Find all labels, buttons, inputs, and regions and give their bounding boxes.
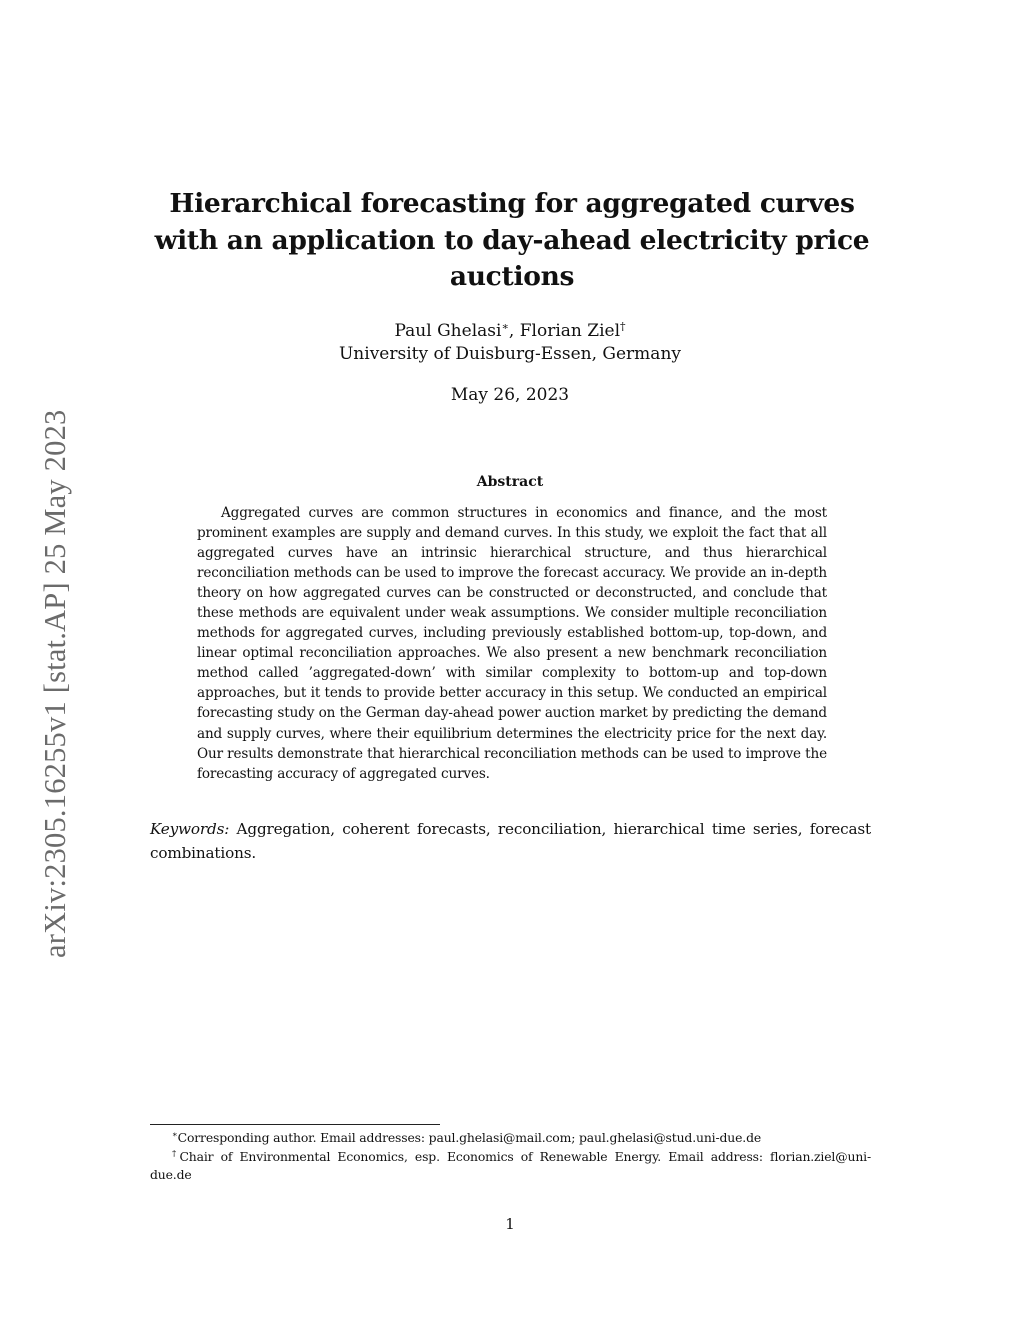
author-affiliation: University of Duisburg-Essen, Germany [338, 344, 681, 364]
keywords-label: Keywords: [150, 820, 230, 838]
footnote-divider [150, 1124, 440, 1125]
footnote-text: Chair of Environmental Economics, esp. Economics of Renewable Energy. Email address: florian.ziel@uni-due.de [150, 1148, 871, 1182]
footnotes [150, 1129, 871, 1185]
footnote-mark: ∗ [172, 1130, 178, 1140]
footnote-mark: † [172, 1148, 180, 1159]
author-separator: , [508, 321, 520, 341]
author-line [150, 319, 870, 343]
footnote-mark: † [620, 320, 626, 333]
footnote-mark: ∗ [501, 320, 509, 333]
abstract-heading: Abstract [476, 474, 544, 490]
footnote-text: Corresponding author. Email addresses: paul.ghelasi@mail.com; paul.ghelasi@stud.uni-due.de [177, 1130, 762, 1145]
abstract-body: Aggregated curves are common structures in economics and finance, and the most prominent examples are supply and demand curves. In this study, we exploit the fact that all aggregated curves have an intrinsic hierarchical structure, and thus hierarchical reconciliation methods can be used to improve the forecast accuracy. We provide an in-depth theory on how aggregated curves can be constructed or deconstructed, and conclude that these methods are equivalent under weak assumptions. We consider multiple reconciliation methods for aggregated curves, including previously established bottom-up, top-down, and linear optimal reconciliation approaches. We also present a new benchmark reconciliation method called ’aggregated-down’ with similar complexity to bottom-up and top-down approaches, but it tends to provide better accuracy in this setup. We conducted an empirical forecasting study on the German day-ahead power auction market by predicting the demand and supply curves, where their equilibrium determines the electricity price for the next day. Our results demonstrate that hierarchical reconciliation methods can be used to improve the forecasting accuracy of aggregated curves. [197, 505, 827, 782]
arxiv-identifier-stamp: arXiv:2305.16255v1 [stat.AP] 25 May 2023 [38, 409, 72, 958]
footnote [150, 1129, 871, 1148]
keywords-list: Aggregation, coherent forecasts, reconciliation, hierarchical time series, forecast combinations. [150, 820, 871, 862]
paper-date: May 26, 2023 [450, 385, 570, 405]
author-name: Florian Ziel [519, 321, 620, 341]
page-number: 1 [505, 1215, 515, 1233]
footnote [150, 1148, 871, 1185]
keywords-paragraph [150, 818, 871, 865]
author-name: Paul Ghelasi [394, 321, 502, 341]
paper-title: Hierarchical forecasting for aggregated curves with an application to day-ahead electricity price auctions [154, 188, 870, 292]
